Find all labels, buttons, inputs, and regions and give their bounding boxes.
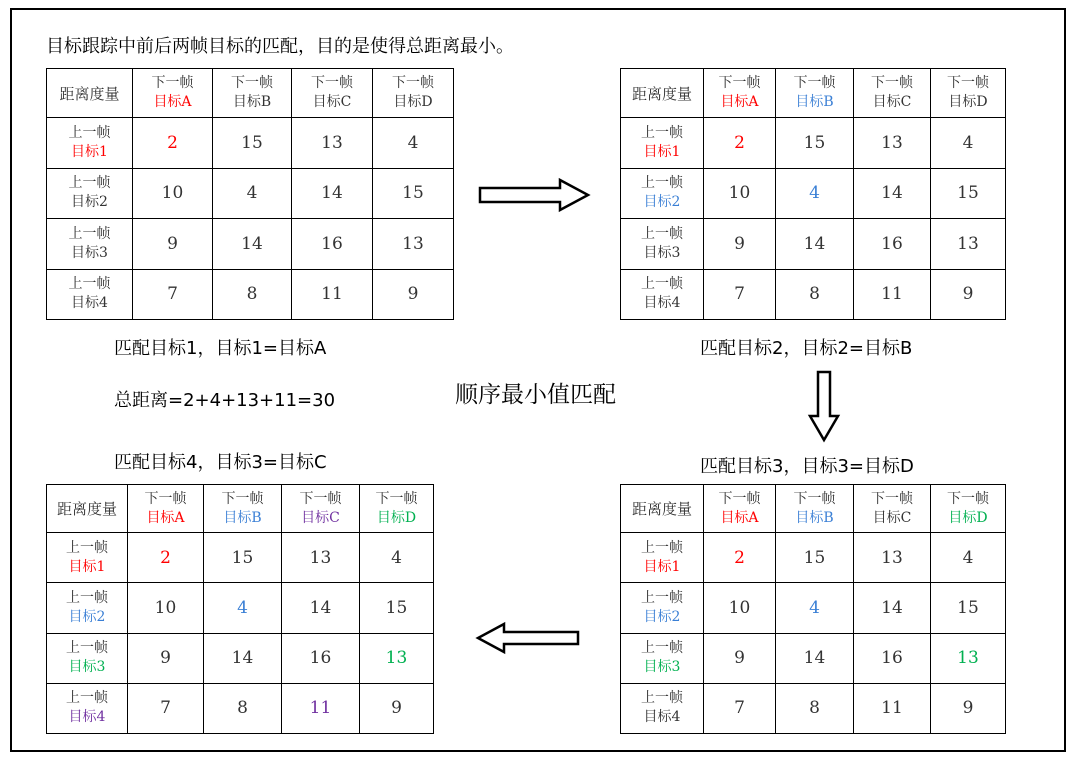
- distance-cell: 14: [854, 583, 931, 633]
- row-header: [47, 118, 133, 169]
- row-header-frame-label: 上一帧: [66, 690, 108, 707]
- column-header-target-label: 目标B: [232, 94, 272, 110]
- caption-step4: 匹配目标4，目标3=目标C: [114, 452, 327, 473]
- table-row: [621, 683, 1006, 733]
- distance-cell: 8: [776, 269, 854, 320]
- row-header-target-label: 目标2: [68, 608, 106, 625]
- table-row: [47, 583, 434, 633]
- column-header: [292, 69, 373, 118]
- center-title: 顺序最小值匹配: [455, 382, 616, 408]
- row-header: [621, 633, 704, 683]
- table-row: [621, 533, 1006, 583]
- distance-cell: 10: [133, 168, 213, 219]
- row-header-target-label: 目标1: [71, 143, 108, 160]
- column-header-target-label: 目标A: [146, 509, 185, 526]
- table-header-row: [621, 485, 1006, 533]
- column-header: [133, 69, 213, 118]
- distance-cell: 7: [704, 269, 776, 320]
- arrow-right-icon: [478, 178, 590, 212]
- column-header: [704, 69, 776, 118]
- column-header: [128, 485, 204, 533]
- column-header-frame-label: 下一帧: [947, 75, 989, 91]
- distance-cell: 10: [704, 168, 776, 219]
- table-row: [621, 219, 1006, 270]
- row-header: [621, 533, 704, 583]
- column-header-target-label: 目标B: [795, 509, 834, 526]
- column-header-target-label: 目标C: [872, 509, 912, 526]
- distance-cell: 14: [282, 583, 360, 633]
- distance-cell: 13: [854, 118, 931, 169]
- page-title: 目标跟踪中前后两帧目标的匹配，目的是使得总距离最小。: [46, 36, 514, 57]
- distance-cell: 4: [213, 168, 292, 219]
- column-header: [213, 69, 292, 118]
- column-header-frame-label: 下一帧: [144, 490, 187, 507]
- row-header-target-label: 目标1: [643, 558, 681, 575]
- table-row: [621, 269, 1006, 320]
- distance-cell: 16: [282, 633, 360, 683]
- row-header-target-label: 目标3: [643, 244, 681, 261]
- table-header-row: [47, 69, 454, 118]
- corner-label: 距离度量: [47, 69, 133, 118]
- column-header-frame-label: 下一帧: [871, 75, 913, 91]
- row-header: [47, 533, 128, 583]
- column-header-target-label: 目标A: [720, 509, 759, 526]
- distance-table-step3: [620, 484, 1006, 734]
- column-header-frame-label: 下一帧: [793, 490, 836, 507]
- distance-cell: 13: [292, 118, 373, 169]
- column-header: [931, 485, 1006, 533]
- row-header-target-label: 目标4: [643, 295, 681, 312]
- column-header: [704, 485, 776, 533]
- distance-cell: 9: [704, 219, 776, 270]
- row-header-target-label: 目标2: [643, 608, 681, 625]
- distance-cell: 14: [213, 219, 292, 270]
- column-header: [776, 69, 854, 118]
- table-row: [47, 219, 454, 270]
- distance-cell: 4: [931, 118, 1006, 169]
- row-header: [47, 219, 133, 270]
- distance-cell: 14: [854, 168, 931, 219]
- column-header-target-label: 目标A: [153, 94, 192, 110]
- distance-cell: 9: [373, 269, 454, 320]
- distance-cell: 13: [854, 533, 931, 583]
- distance-table-step4: [46, 484, 434, 734]
- distance-cell: 9: [931, 269, 1006, 320]
- distance-cell: 15: [776, 533, 854, 583]
- column-header: [776, 485, 854, 533]
- distance-cell: 9: [128, 633, 204, 683]
- column-header-frame-label: 下一帧: [718, 75, 761, 91]
- column-header-frame-label: 下一帧: [231, 75, 273, 91]
- row-header-frame-label: 上一帧: [641, 690, 683, 707]
- column-header-target-label: 目标C: [872, 94, 912, 110]
- column-header-target-label: 目标D: [948, 509, 988, 526]
- row-header: [621, 269, 704, 320]
- column-header-target-label: 目标B: [795, 94, 834, 110]
- distance-cell: 13: [360, 633, 434, 683]
- column-header: [854, 485, 931, 533]
- row-header: [47, 683, 128, 733]
- distance-cell: 4: [776, 168, 854, 219]
- table-row: [47, 533, 434, 583]
- column-header-frame-label: 下一帧: [718, 490, 761, 507]
- arrow-down-icon: [808, 370, 840, 442]
- row-header-target-label: 目标2: [71, 194, 108, 211]
- column-header: [282, 485, 360, 533]
- column-header: [931, 69, 1006, 118]
- row-header-frame-label: 上一帧: [641, 225, 683, 242]
- column-header-target-label: 目标A: [720, 94, 759, 110]
- arrow-left-icon: [476, 622, 580, 654]
- distance-cell: 9: [931, 683, 1006, 733]
- row-header-target-label: 目标2: [643, 194, 681, 211]
- row-header-frame-label: 上一帧: [641, 640, 683, 657]
- distance-cell: 15: [213, 118, 292, 169]
- corner-label: 距离度量: [47, 485, 128, 533]
- column-header-target-label: 目标C: [312, 94, 352, 110]
- distance-cell: 4: [776, 583, 854, 633]
- row-header-frame-label: 上一帧: [66, 539, 108, 556]
- distance-table-step1: [46, 68, 454, 320]
- column-header-target-label: 目标C: [301, 509, 340, 526]
- column-header-target-label: 目标D: [948, 94, 988, 110]
- caption-step3: 匹配目标3，目标3=目标D: [700, 456, 914, 477]
- distance-cell: 13: [931, 219, 1006, 270]
- table-header-row: [621, 69, 1006, 118]
- row-header-target-label: 目标3: [68, 659, 106, 676]
- row-header-frame-label: 上一帧: [641, 276, 683, 293]
- row-header-target-label: 目标4: [71, 295, 108, 312]
- distance-cell: 15: [373, 168, 454, 219]
- distance-cell: 9: [133, 219, 213, 270]
- distance-cell: 14: [776, 219, 854, 270]
- table-row: [47, 633, 434, 683]
- distance-cell: 2: [704, 118, 776, 169]
- row-header: [621, 118, 704, 169]
- distance-cell: 14: [776, 633, 854, 683]
- row-header-target-label: 目标4: [643, 709, 681, 726]
- distance-cell: 4: [204, 583, 282, 633]
- table-row: [47, 168, 454, 219]
- distance-cell: 2: [704, 533, 776, 583]
- distance-cell: 11: [282, 683, 360, 733]
- distance-cell: 14: [204, 633, 282, 683]
- distance-cell: 8: [776, 683, 854, 733]
- row-header: [621, 168, 704, 219]
- column-header-frame-label: 下一帧: [947, 490, 989, 507]
- distance-table-step2: [620, 68, 1006, 320]
- row-header: [621, 219, 704, 270]
- table-header-row: [47, 485, 434, 533]
- column-header-frame-label: 下一帧: [311, 75, 353, 91]
- row-header: [47, 168, 133, 219]
- column-header-frame-label: 下一帧: [871, 490, 913, 507]
- distance-cell: 9: [704, 633, 776, 683]
- distance-cell: 16: [854, 633, 931, 683]
- distance-cell: 7: [128, 683, 204, 733]
- column-header-frame-label: 下一帧: [793, 75, 836, 91]
- row-header-frame-label: 上一帧: [68, 175, 111, 192]
- distance-cell: 4: [931, 533, 1006, 583]
- row-header-frame-label: 上一帧: [641, 175, 683, 192]
- row-header: [47, 583, 128, 633]
- distance-cell: 10: [128, 583, 204, 633]
- row-header-frame-label: 上一帧: [68, 124, 111, 141]
- row-header-frame-label: 上一帧: [641, 539, 683, 556]
- distance-cell: 13: [373, 219, 454, 270]
- distance-cell: 14: [292, 168, 373, 219]
- caption-step2: 匹配目标2，目标2=目标B: [700, 338, 913, 359]
- row-header-frame-label: 上一帧: [68, 225, 111, 242]
- row-header-target-label: 目标1: [643, 143, 681, 160]
- table-row: [621, 633, 1006, 683]
- distance-cell: 10: [704, 583, 776, 633]
- distance-cell: 7: [704, 683, 776, 733]
- column-header-target-label: 目标D: [393, 94, 433, 110]
- distance-cell: 2: [133, 118, 213, 169]
- row-header-target-label: 目标4: [68, 709, 106, 726]
- distance-cell: 4: [360, 533, 434, 583]
- caption-total: 总距离=2+4+13+11=30: [114, 390, 336, 411]
- distance-cell: 8: [213, 269, 292, 320]
- column-header-target-label: 目标D: [376, 509, 417, 526]
- table-row: [621, 583, 1006, 633]
- distance-cell: 11: [854, 269, 931, 320]
- row-header-target-label: 目标1: [68, 558, 106, 575]
- row-header: [47, 633, 128, 683]
- corner-label: 距离度量: [621, 485, 704, 533]
- row-header-frame-label: 上一帧: [641, 589, 683, 606]
- table-row: [621, 118, 1006, 169]
- table-row: [47, 683, 434, 733]
- distance-cell: 2: [128, 533, 204, 583]
- column-header: [373, 69, 454, 118]
- row-header-target-label: 目标3: [71, 244, 108, 261]
- distance-cell: 13: [282, 533, 360, 583]
- table-row: [621, 168, 1006, 219]
- column-header-frame-label: 下一帧: [392, 75, 434, 91]
- column-header: [360, 485, 434, 533]
- distance-cell: 15: [931, 583, 1006, 633]
- distance-cell: 15: [931, 168, 1006, 219]
- corner-label: 距离度量: [621, 69, 704, 118]
- row-header: [47, 269, 133, 320]
- distance-cell: 9: [360, 683, 434, 733]
- row-header-frame-label: 上一帧: [68, 276, 111, 293]
- distance-cell: 11: [292, 269, 373, 320]
- row-header-frame-label: 上一帧: [66, 589, 108, 606]
- distance-cell: 16: [854, 219, 931, 270]
- distance-cell: 16: [292, 219, 373, 270]
- row-header-target-label: 目标3: [643, 659, 681, 676]
- column-header-frame-label: 下一帧: [221, 490, 264, 507]
- distance-cell: 4: [373, 118, 454, 169]
- distance-cell: 13: [931, 633, 1006, 683]
- distance-cell: 15: [204, 533, 282, 583]
- column-header-frame-label: 下一帧: [375, 490, 418, 507]
- table-row: [47, 118, 454, 169]
- row-header: [621, 683, 704, 733]
- row-header-frame-label: 上一帧: [66, 640, 108, 657]
- distance-cell: 11: [854, 683, 931, 733]
- column-header: [854, 69, 931, 118]
- row-header: [621, 583, 704, 633]
- distance-cell: 8: [204, 683, 282, 733]
- column-header: [204, 485, 282, 533]
- table-row: [47, 269, 454, 320]
- row-header-frame-label: 上一帧: [641, 124, 683, 141]
- distance-cell: 7: [133, 269, 213, 320]
- column-header-target-label: 目标B: [223, 509, 262, 526]
- distance-cell: 15: [776, 118, 854, 169]
- column-header-frame-label: 下一帧: [299, 490, 342, 507]
- distance-cell: 15: [360, 583, 434, 633]
- column-header-frame-label: 下一帧: [151, 75, 194, 91]
- caption-step1: 匹配目标1，目标1=目标A: [114, 338, 327, 359]
